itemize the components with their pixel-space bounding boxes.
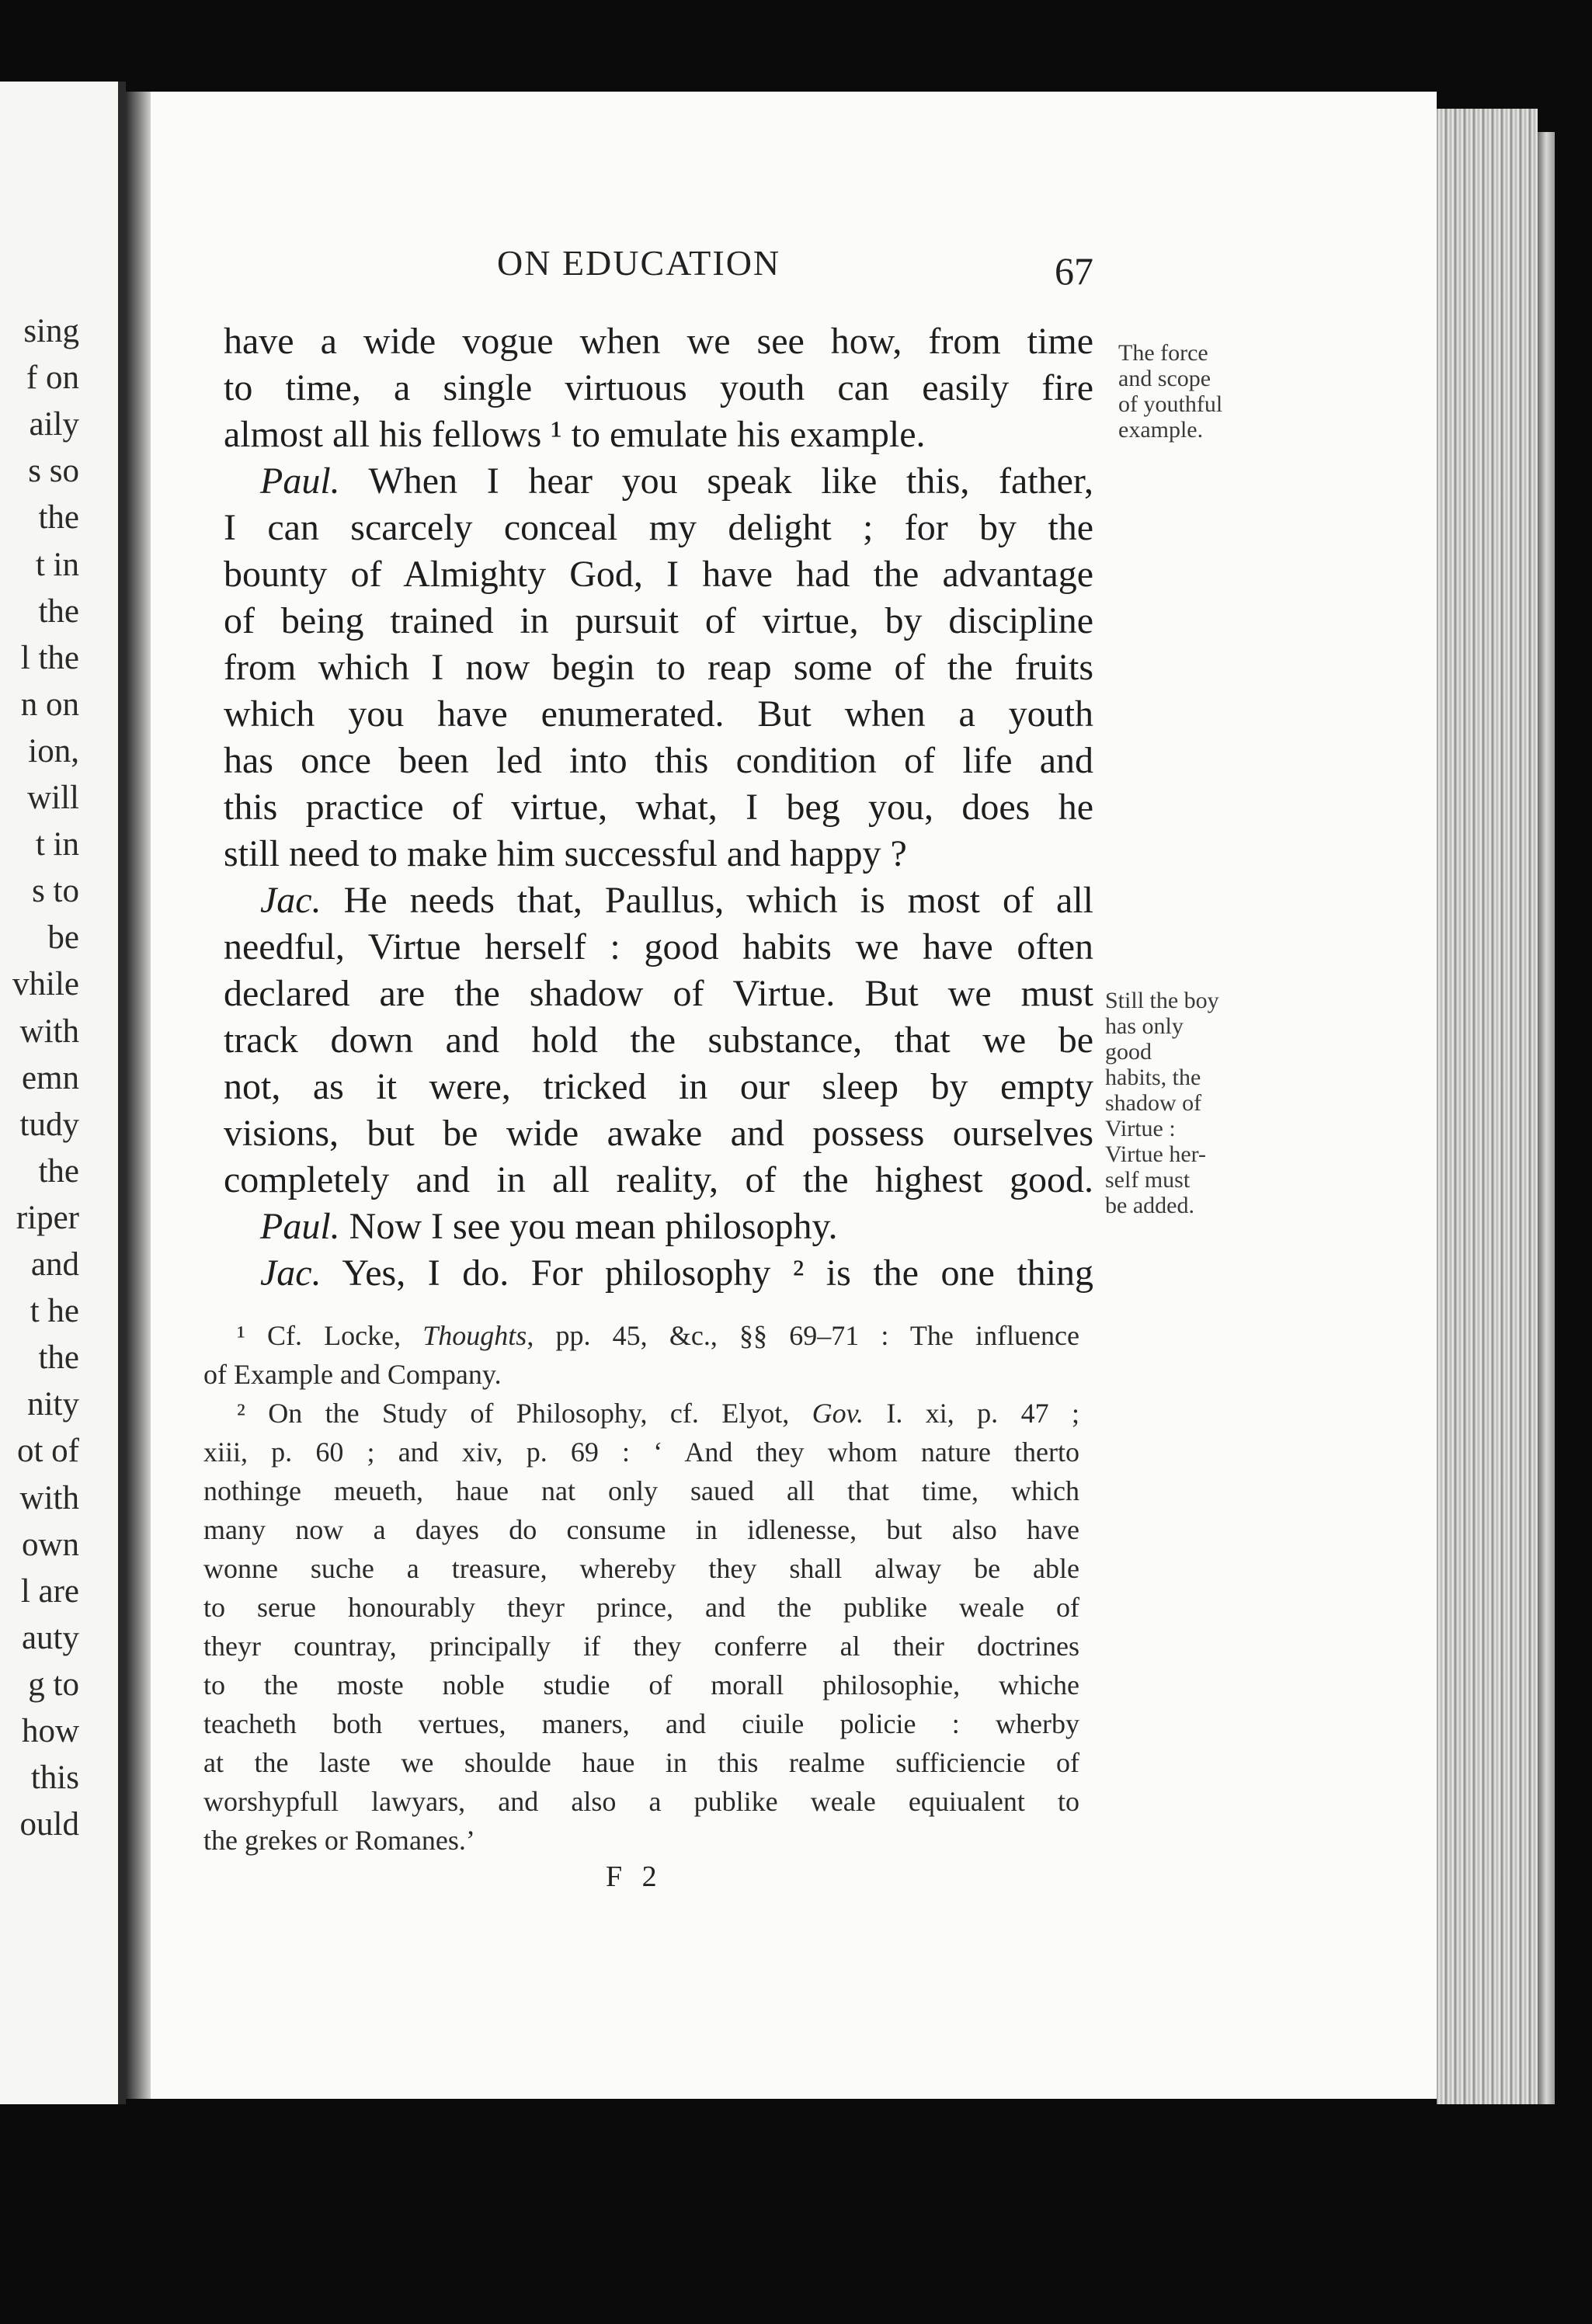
footnote-text: I. xi, p. 47 ; <box>863 1398 1079 1429</box>
margin-note-line: Virtue : <box>1105 1116 1176 1141</box>
previous-page-fragment: t in <box>35 826 79 863</box>
margin-note-line: self must <box>1105 1167 1191 1193</box>
speaker-label: Jac. <box>260 880 322 921</box>
previous-page-fragment: auty <box>21 1619 79 1656</box>
body-line: of being trained in pursuit of virtue, by discipline <box>224 600 1093 641</box>
footnote-line: theyr countray, principally if they conferre al their doctrines <box>203 1631 1079 1662</box>
body-line: has once been led into this condition of life and <box>224 740 1093 781</box>
previous-page-fragment: n on <box>20 686 79 723</box>
footnote-text: ¹ Cf. Locke, <box>237 1320 423 1351</box>
previous-page-fragment: the <box>38 1339 79 1377</box>
footnote-line: xiii, p. 60 ; and xiv, p. 69 : ‘ And they whom nature therto <box>203 1436 1079 1468</box>
footnote-line: many now a dayes do consume in idlenesse, but also have <box>203 1514 1079 1545</box>
previous-page-fragment: the <box>38 592 79 630</box>
previous-page-fragment: sing <box>23 313 79 349</box>
body-line: still need to make him successful and happy ? <box>224 833 907 874</box>
body-line: completely and in all reality, of the highest good. <box>224 1159 1093 1200</box>
body-line <box>260 1204 1093 1250</box>
previous-page-fragment: l the <box>20 639 79 676</box>
body-line <box>260 1250 1093 1297</box>
body-line: this practice of virtue, what, I beg you, does he <box>224 787 1093 828</box>
speaker-label: Paul. <box>260 460 340 502</box>
previous-page-fragment: t in <box>35 546 79 583</box>
body-line-text: Now I see you mean philosophy. <box>349 1206 838 1247</box>
body-line: visions, but be wide awake and possess ourselves <box>224 1113 1093 1154</box>
previous-page-fragment: g to <box>28 1666 79 1703</box>
previous-page-fragment: be <box>47 919 79 957</box>
footnote-line: at the laste we shoulde haue in this realme sufficiencie of <box>203 1747 1079 1778</box>
margin-note-line: has only <box>1105 1013 1184 1039</box>
body-line: needful, Virtue herself : good habits we have often <box>224 926 1093 967</box>
previous-page-fragment: own <box>21 1526 79 1563</box>
body-line <box>260 458 1093 505</box>
previous-page-fragment: emn <box>21 1059 79 1096</box>
previous-page-fragment: this <box>30 1760 79 1797</box>
footnote-line: worshypfull lawyars, and also a publike weale equiualent to <box>203 1786 1079 1817</box>
body-line: bounty of Almighty God, I have had the advantage <box>224 554 1093 595</box>
previous-page-fragment: with <box>19 1013 79 1050</box>
previous-page-fragment: how <box>21 1713 79 1749</box>
footnote-1 <box>237 1316 1079 1355</box>
footnote-line: the grekes or Romanes.’ <box>203 1825 475 1856</box>
previous-page-fragment: t he <box>30 1293 79 1330</box>
previous-page-fragment: aily <box>29 406 79 443</box>
body-line: have a wide vogue when we see how, from time <box>224 321 1093 362</box>
footnote-text: , pp. 45, &c., §§ 69–71 : The influence <box>527 1320 1079 1351</box>
running-title: ON EDUCATION <box>497 243 781 283</box>
body-line <box>260 877 1093 924</box>
previous-page-fragment: tudy <box>19 1106 79 1143</box>
previous-page-fragment: with <box>19 1479 79 1516</box>
page-number: 67 <box>1055 249 1093 293</box>
body-line-text: He needs that, Paullus, which is most of all <box>343 880 1094 921</box>
footnote-text: ² On the Study of Philosophy, cf. Elyot, <box>237 1398 812 1429</box>
footnote-title: Gov. <box>812 1398 864 1429</box>
body-line: declared are the shadow of Virtue. But we must <box>224 973 1093 1014</box>
body-line: from which I now begin to reap some of the fruits <box>224 647 1093 688</box>
speaker-label: Jac. <box>260 1252 322 1294</box>
margin-note-line: example. <box>1118 417 1204 443</box>
previous-page-fragment: ion, <box>28 732 79 769</box>
body-line: almost all his fellows ¹ to emulate his example. <box>224 414 926 455</box>
previous-page-fragment: nity <box>27 1386 79 1423</box>
previous-page-fragment: will <box>27 780 79 816</box>
body-line-text: Yes, I do. For philosophy ² is the one thing <box>342 1252 1093 1294</box>
previous-page-fragment: the <box>38 499 79 537</box>
footnote-line: of Example and Company. <box>203 1359 502 1390</box>
margin-note-line: and scope <box>1118 366 1211 391</box>
footnote-line: to the moste noble studie of morall philosophie, whiche <box>203 1669 1079 1700</box>
footnote-title: Thoughts <box>422 1320 527 1351</box>
previous-page-fragment: vhile <box>12 966 79 1003</box>
margin-note-line: habits, the <box>1105 1065 1201 1090</box>
margin-note-line: shadow of <box>1105 1090 1202 1116</box>
body-line: I can scarcely conceal my delight ; for by the <box>224 507 1093 548</box>
footnote-line: teacheth both vertues, maners, and ciuile policie : wherby <box>203 1708 1079 1739</box>
body-line: which you have enumerated. But when a youth <box>224 693 1093 735</box>
body-line: not, as it were, tricked in our sleep by empty <box>224 1066 1093 1107</box>
margin-note-line: The force <box>1118 340 1208 366</box>
previous-page-fragment: and <box>30 1246 79 1283</box>
previous-page-fragment: ould <box>19 1806 79 1843</box>
signature-mark: F 2 <box>606 1860 663 1893</box>
margin-note-line: be added. <box>1105 1193 1194 1218</box>
previous-page-edge <box>0 82 126 2104</box>
previous-page-fragment: l are <box>20 1572 79 1610</box>
previous-page-fragment: the <box>38 1152 79 1190</box>
page-stack-shadow <box>1538 132 1555 2104</box>
footnote-2 <box>237 1394 1079 1433</box>
body-line: track down and hold the substance, that we be <box>224 1020 1093 1061</box>
margin-note-line: good <box>1105 1039 1152 1065</box>
body-line: to time, a single virtuous youth can easily fire <box>224 367 1093 408</box>
footnote-line: nothinge meueth, haue nat only saued all that time, which <box>203 1475 1079 1506</box>
previous-page-fragment: s so <box>28 453 79 490</box>
previous-page-fragment: riper <box>16 1199 79 1236</box>
previous-page-fragment: s to <box>32 873 79 910</box>
book-gutter <box>126 92 151 2099</box>
margin-note-line: Still the boy <box>1105 988 1219 1013</box>
footnote-line: wonne suche a treasure, whereby they shall alway be able <box>203 1553 1079 1584</box>
page-stack-edge <box>1437 109 1538 2104</box>
margin-note-line: of youthful <box>1118 391 1223 417</box>
previous-page-fragment: ot of <box>16 1433 79 1470</box>
footnote-line: to serue honourably theyr prince, and the publike weale of <box>203 1592 1079 1623</box>
previous-page-fragment: f on <box>26 360 79 397</box>
body-line-text: When I hear you speak like this, father, <box>368 460 1093 502</box>
margin-note-line: Virtue her- <box>1105 1141 1207 1167</box>
speaker-label: Paul. <box>260 1206 340 1247</box>
